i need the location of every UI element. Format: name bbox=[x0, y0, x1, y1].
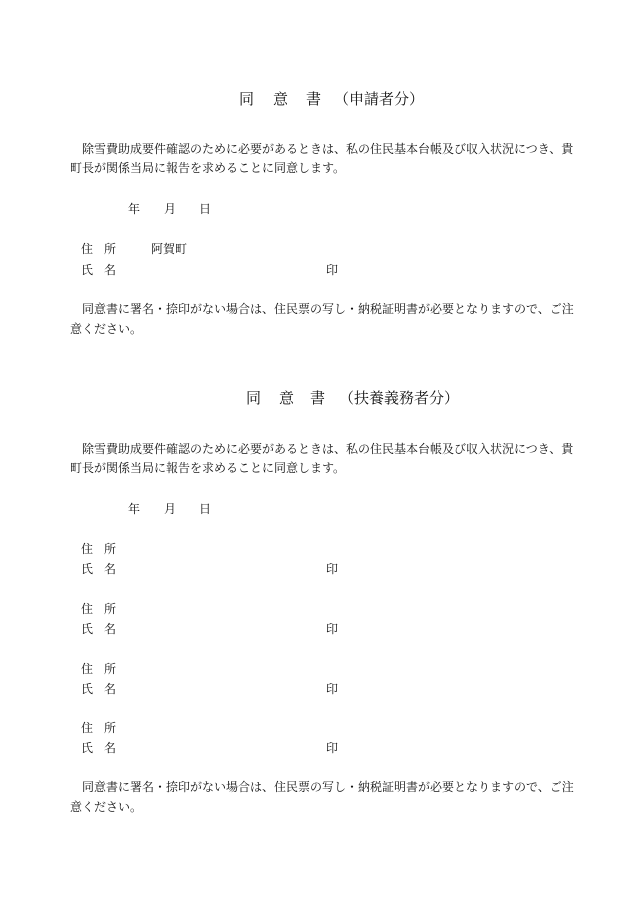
section2-consent-text bbox=[70, 442, 574, 483]
section2-title bbox=[0, 391, 630, 409]
section1-name-label-2: 名 bbox=[104, 263, 117, 277]
section2-person2-address-label-2: 所 bbox=[104, 602, 117, 616]
section2-person4-address-label-2: 所 bbox=[104, 721, 117, 735]
section2-consent-line2: 町長が関係当局に報告を求めることに同意します。 bbox=[70, 461, 346, 475]
section2-person3-address-label-2: 所 bbox=[104, 662, 117, 676]
section2-person2-name-label-1: 氏 bbox=[81, 622, 94, 636]
section1-date-month: 月 bbox=[164, 202, 177, 216]
section1-address-label-1: 住 bbox=[81, 242, 94, 256]
section2-note-text bbox=[70, 780, 574, 821]
section1-name-label-1: 氏 bbox=[81, 263, 94, 277]
section2-person4-name-label-2: 名 bbox=[104, 741, 117, 755]
section2-title-char3: 書 bbox=[310, 389, 326, 407]
section2-consent-line1: 除雪費助成要件確認のために必要があるときは、私の住民基本台帳及び収入状況につき、貴 bbox=[82, 442, 574, 456]
section1-title-paren: （申請者分） bbox=[334, 90, 425, 108]
section1-title-char3: 書 bbox=[306, 90, 322, 108]
section1-title bbox=[0, 92, 630, 110]
section2-person3-name-label-1: 氏 bbox=[81, 682, 94, 696]
section2-person3-name-label-2: 名 bbox=[104, 682, 117, 696]
section2-person1-address-label-2: 所 bbox=[104, 542, 117, 556]
section2-person4-name-label-1: 氏 bbox=[81, 741, 94, 755]
section1-consent-line1: 除雪費助成要件確認のために必要があるときは、私の住民基本台帳及び収入状況につき、貴 bbox=[82, 142, 574, 156]
section2-title-char1: 同 bbox=[246, 389, 262, 407]
section1-date-year: 年 bbox=[128, 202, 141, 216]
section2-date-month: 月 bbox=[164, 502, 177, 516]
section2-person3-seal: 印 bbox=[326, 682, 339, 696]
section2-note-line1: 同意書に署名・捺印がない場合は、住民票の写し・納税証明書が必要となりますので、ご注 bbox=[82, 780, 574, 794]
section2-person2-name-label-2: 名 bbox=[104, 622, 117, 636]
section2-date-day: 日 bbox=[199, 502, 212, 516]
section1-title-char1: 同 bbox=[239, 90, 255, 108]
section1-note-text bbox=[70, 302, 574, 343]
section1-date-day: 日 bbox=[199, 202, 212, 216]
section1-address-value: 阿賀町 bbox=[151, 242, 188, 256]
section2-title-paren: （扶養義務者分） bbox=[339, 389, 460, 407]
section2-person1-seal: 印 bbox=[326, 562, 339, 576]
section2-person1-name-label-1: 氏 bbox=[81, 562, 94, 576]
section1-note-line1: 同意書に署名・捺印がない場合は、住民票の写し・納税証明書が必要となりますので、ご注 bbox=[82, 302, 574, 316]
section1-title-char2: 意 bbox=[273, 90, 289, 108]
section2-person4-seal: 印 bbox=[326, 741, 339, 755]
section2-person1-name-label-2: 名 bbox=[104, 562, 117, 576]
section2-person2-seal: 印 bbox=[326, 622, 339, 636]
section1-consent-text bbox=[70, 142, 574, 183]
section2-note-line2: 意ください。 bbox=[70, 800, 143, 814]
section2-person4-address-label-1: 住 bbox=[81, 721, 94, 735]
section2-person1-address-label-1: 住 bbox=[81, 542, 94, 556]
section2-person2-address-label-1: 住 bbox=[81, 602, 94, 616]
section2-date-year: 年 bbox=[128, 502, 141, 516]
section1-note-line2: 意ください。 bbox=[70, 322, 143, 336]
section1-address-label-2: 所 bbox=[104, 242, 117, 256]
section1-seal: 印 bbox=[326, 263, 339, 277]
section2-person3-address-label-1: 住 bbox=[81, 662, 94, 676]
section1-consent-line2: 町長が関係当局に報告を求めることに同意します。 bbox=[70, 161, 346, 175]
section2-title-char2: 意 bbox=[279, 389, 295, 407]
